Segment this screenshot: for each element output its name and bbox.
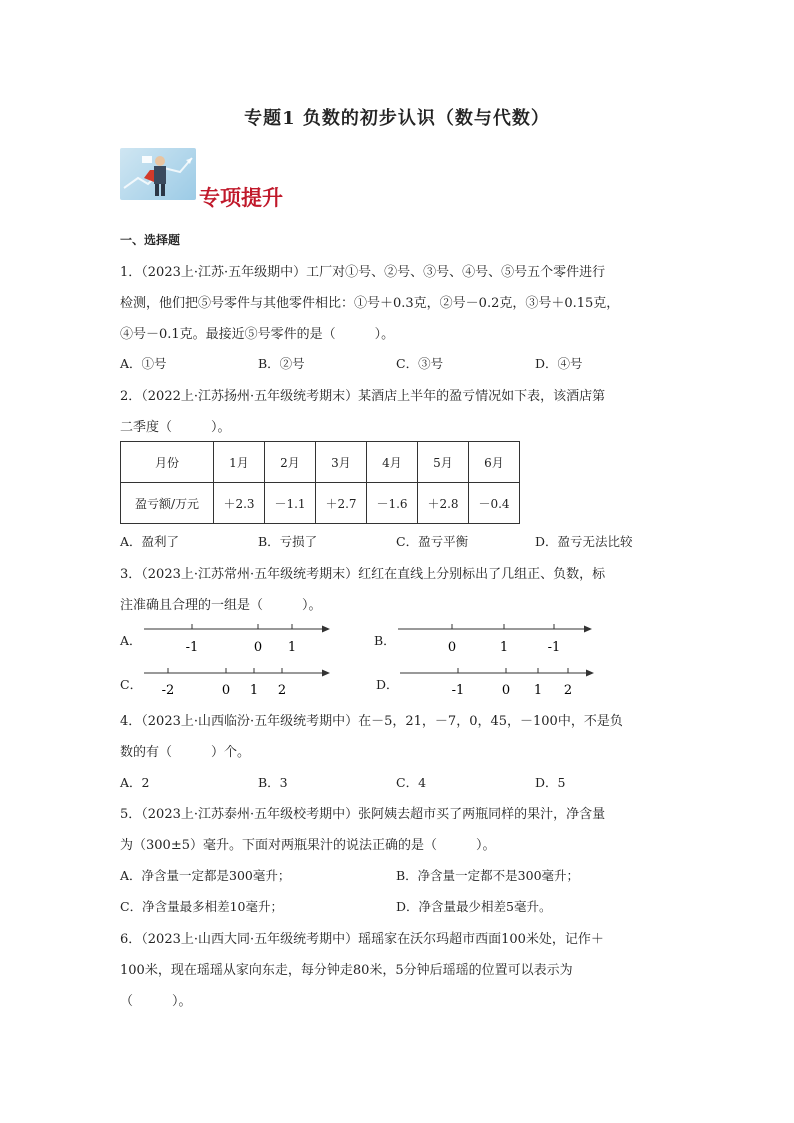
- table-header-cell: 1月: [214, 442, 265, 483]
- q1-text-line3: ④号－0.1克。最接近⑤号零件的是（ ）。: [120, 327, 395, 342]
- table-cell: ＋2.8: [418, 483, 469, 524]
- number-line-b: [394, 620, 604, 660]
- number-line-label: 2: [277, 683, 287, 698]
- table-cell: －0.4: [469, 483, 520, 524]
- table-header-cell: 2月: [265, 442, 316, 483]
- number-line-c: [140, 664, 340, 704]
- section-heading: 一、选择题: [120, 233, 181, 247]
- q3-option-c[interactable]: C．: [120, 677, 143, 692]
- number-line-label: 2: [563, 683, 573, 698]
- q1-text-line2: 检测，他们把⑤号零件与其他零件相比：①号＋0.3克，②号－0.2克，③号＋0.15克，: [120, 296, 620, 311]
- table-cell: 盈亏额/万元: [121, 483, 214, 524]
- page-title: 专题1 负数的初步认识（数与代数）: [244, 108, 550, 129]
- q5-option-b[interactable]: B．净含量一定都不是300毫升；: [396, 868, 580, 883]
- q4-text-line2: 数的有（ ）个。: [120, 745, 251, 760]
- q3-text-line2: 注准确且合理的一组是（ ）。: [120, 598, 322, 613]
- number-line-label: -1: [451, 683, 465, 698]
- q5-option-a[interactable]: A．净含量一定都是300毫升；: [120, 868, 291, 883]
- number-line-label: -1: [547, 640, 561, 655]
- table-cell: －1.6: [367, 483, 418, 524]
- table-cell: ＋2.3: [214, 483, 265, 524]
- q5-text-line1: 5．（2023上·江苏泰州·五年级校考期中）张阿姨去超市买了两瓶同样的果汁，净含量: [120, 807, 606, 822]
- section-header: 专项提升: [199, 185, 283, 210]
- table-header-cell: 月份: [121, 442, 214, 483]
- q6-text-line1: 6．（2023上·山西大同·五年级统考期中）瑶瑶家在沃尔玛超市西面100米处，记作＋: [120, 932, 604, 947]
- profit-loss-table: [120, 441, 520, 524]
- q3-option-d[interactable]: D．: [376, 677, 399, 692]
- q1-option-b[interactable]: B．②号: [258, 356, 305, 371]
- number-line-label: 0: [447, 640, 457, 655]
- q4-option-c[interactable]: C．4: [396, 775, 427, 790]
- number-line-label: 1: [499, 640, 509, 655]
- q6-text-line2: 100米，现在瑶瑶从家向东走，每分钟走80米，5分钟后瑶瑶的位置可以表示为: [120, 963, 573, 978]
- q1-option-c[interactable]: C．③号: [396, 356, 444, 371]
- q4-option-b[interactable]: B．3: [258, 775, 288, 790]
- q4-text-line1: 4．（2023上·山西临汾·五年级统考期中）在－5，21，－7，0，45，－100中，不是负: [120, 714, 623, 729]
- table-header-cell: 3月: [316, 442, 367, 483]
- table-header-cell: 5月: [418, 442, 469, 483]
- q5-text-line2: 为（300±5）毫升。下面对两瓶果汁的说法正确的是（ ）。: [120, 838, 496, 853]
- q2-option-b[interactable]: B．亏损了: [258, 534, 318, 549]
- q2-text-line2: 二季度（ ）。: [120, 420, 231, 435]
- q2-text-line1: 2．（2022上·江苏扬州·五年级统考期末）某酒店上半年的盈亏情况如下表，该酒店第: [120, 389, 606, 404]
- q5-option-c[interactable]: C．净含量最多相差10毫升；: [120, 899, 283, 914]
- q3-option-a[interactable]: A．: [120, 633, 142, 648]
- table-cell: －1.1: [265, 483, 316, 524]
- q2-option-c[interactable]: C．盈亏平衡: [396, 534, 469, 549]
- number-line-label: 1: [287, 640, 297, 655]
- number-line-label: -1: [185, 640, 199, 655]
- table-header-cell: 4月: [367, 442, 418, 483]
- q4-option-d[interactable]: D．5: [535, 775, 566, 790]
- q1-option-d[interactable]: D．④号: [535, 356, 583, 371]
- number-line-label: 0: [253, 640, 263, 655]
- q3-text-line1: 3．（2023上·江苏常州·五年级统考期末）红红在直线上分别标出了几组正、负数，标: [120, 567, 606, 582]
- q3-option-b[interactable]: B．: [374, 633, 396, 648]
- number-line-label: 0: [501, 683, 511, 698]
- number-line-label: 1: [533, 683, 543, 698]
- table-row: [121, 483, 520, 524]
- number-line-label: 1: [249, 683, 259, 698]
- number-line-label: 0: [221, 683, 231, 698]
- q1-text-line1: 1．（2023上·江苏·五年级期中）工厂对①号、②号、③号、④号、⑤号五个零件进行: [120, 265, 606, 280]
- q5-option-d[interactable]: D．净含量最少相差5毫升。: [396, 899, 552, 914]
- number-line-a: [140, 620, 340, 660]
- q2-option-d[interactable]: D．盈亏无法比较: [535, 534, 633, 549]
- table-cell: ＋2.7: [316, 483, 367, 524]
- table-header-row: [121, 442, 520, 483]
- q6-text-line3: （ ）。: [120, 994, 192, 1009]
- number-line-label: -2: [161, 683, 175, 698]
- q4-option-a[interactable]: A．2: [120, 775, 150, 790]
- section-banner-image: [120, 148, 196, 200]
- q2-option-a[interactable]: A．盈利了: [120, 534, 180, 549]
- table-header-cell: 6月: [469, 442, 520, 483]
- number-line-d: [396, 664, 606, 704]
- figure-illustration-icon: [120, 148, 196, 200]
- q1-option-a[interactable]: A．①号: [120, 356, 167, 371]
